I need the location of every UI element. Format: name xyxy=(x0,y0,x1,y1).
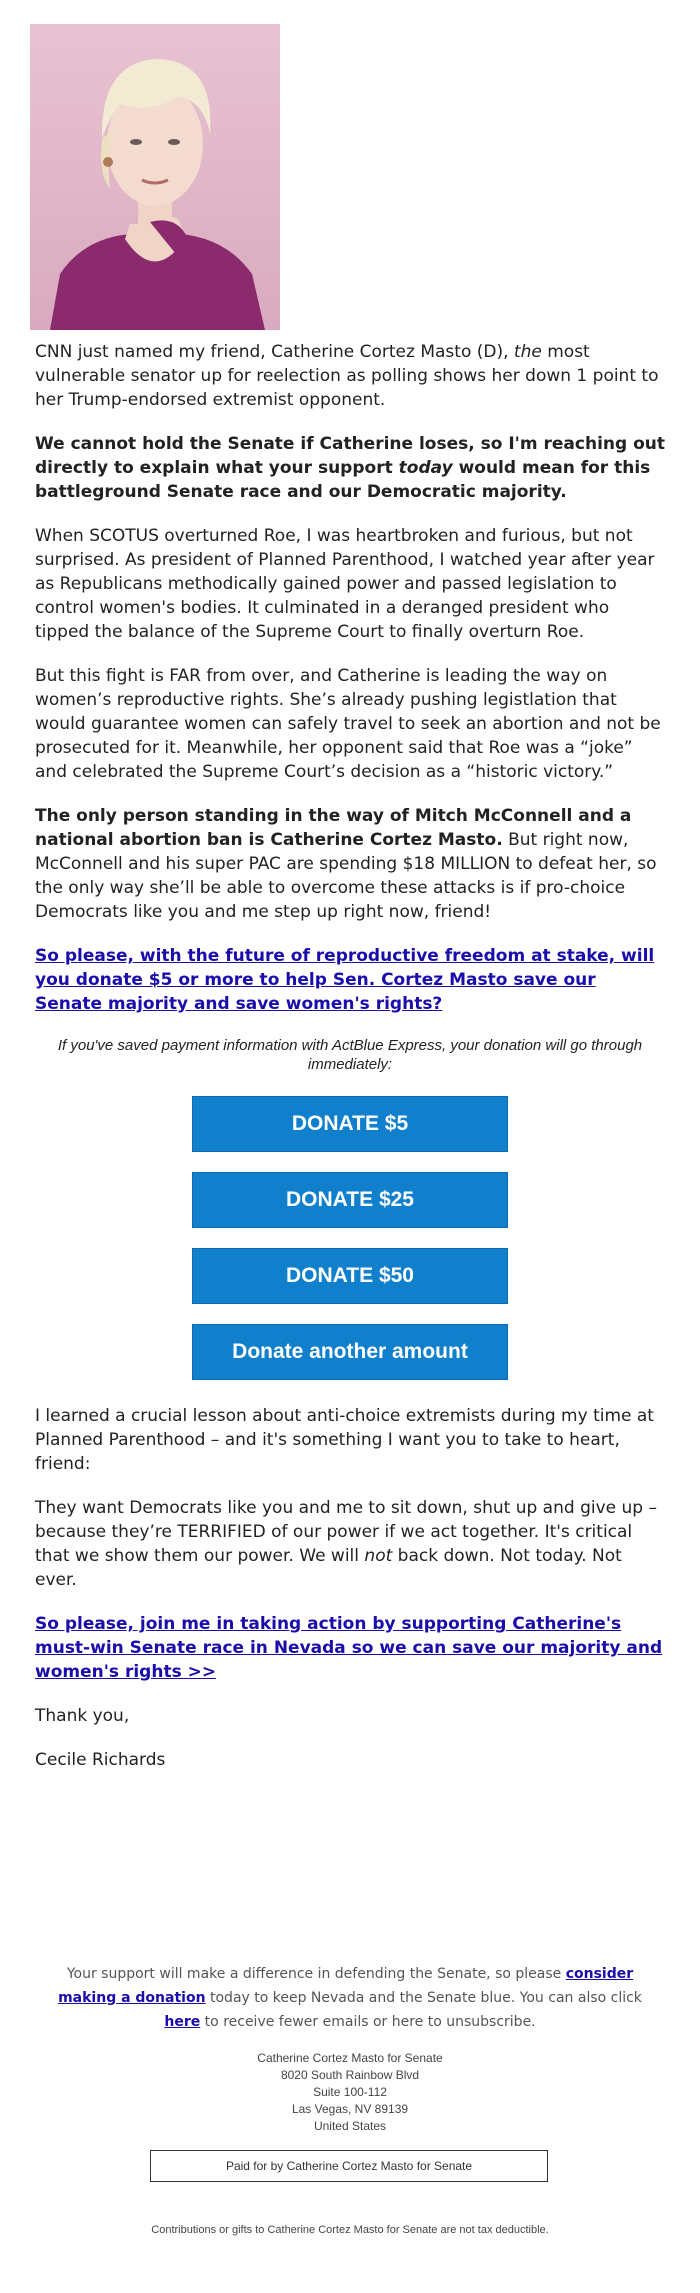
address-line: Catherine Cortez Masto for Senate xyxy=(257,2051,443,2065)
tax-disclaimer: Contributions or gifts to Catherine Cortez Masto for Senate are not tax deductible. xyxy=(151,2224,549,2236)
address-line: Las Vegas, NV 89139 xyxy=(291,2102,409,2116)
scotus-paragraph: When SCOTUS overturned Roe, I was heartbroken and furious, but not surprised. As president of Planned Parenthood, I watched year after year as Republicans methodically gained power and passed legislation to control women's bodies. It culminated in a deranged president who tipped the balance of the Supreme Court to finally overturn Roe. xyxy=(35,526,655,642)
mailing-address xyxy=(0,2050,700,2135)
consider-donation-link[interactable]: consider making a donation xyxy=(58,1966,634,2006)
senate-paragraph: We cannot hold the Senate if Catherine loses, so I'm reaching out directly to explain what your support today would mean for this battleground Senate race and our Democratic majority. xyxy=(35,434,665,502)
address-line: Suite 100-112 xyxy=(313,2085,387,2099)
intro-paragraph: CNN just named my friend, Catherine Cortez Masto (D), the most vulnerable senator up for reelection as polling shows her down 1 point to her Trump-endorsed extremist opponent. xyxy=(35,342,659,410)
email-body xyxy=(35,24,665,1792)
donate-25-button[interactable]: DONATE $25 xyxy=(192,1172,508,1228)
address-line: United States xyxy=(313,2119,387,2133)
donate-5-button[interactable]: DONATE $5 xyxy=(192,1096,508,1152)
signoff: Thank you, xyxy=(35,1706,130,1726)
fight-paragraph: But this fight is FAR from over, and Catherine is leading the way on women’s reproductive rights. She’s already pushing legistlation that would guarantee women can safely travel to seek an abortion and not be prosecuted for it. Meanwhile, her opponent said that Roe was a “joke” and celebrated the Supreme Court’s decision as a “historic victory.” xyxy=(35,666,661,782)
power-paragraph: They want Democrats like you and me to sit down, shut up and give up – because they’re TERRIFIED of our power if we act together. It's critical that we show them our power. We will not back down. Not today. Not ever. xyxy=(35,1498,657,1590)
donate-link-2[interactable]: So please, join me in taking action by supporting Catherine's must-win Senate race in Nevada so we can save our majority and women's rights >> xyxy=(35,1614,663,1682)
paid-for-box: Paid for by Catherine Cortez Masto for Senate xyxy=(150,2150,548,2182)
donate-other-amount-button[interactable]: Donate another amount xyxy=(192,1324,508,1380)
cta-paragraph-1 xyxy=(35,944,665,1016)
footer-support-text: Your support will make a difference in defending the Senate, so please consider making a donation today to keep Nevada and the Senate blue. You can also click here to receive fewer emails or here to unsubscribe. xyxy=(58,1966,642,2030)
address-line: 8020 South Rainbow Blvd xyxy=(280,2068,420,2082)
cta-paragraph-2 xyxy=(35,1612,665,1684)
donate-link-1[interactable]: So please, with the future of reproductive freedom at stake, will you donate $5 or more to help Sen. Cortez Masto save our Senate majority and save women's rights? xyxy=(35,946,655,1014)
signature: Cecile Richards xyxy=(35,1750,166,1770)
lesson-paragraph: I learned a crucial lesson about anti-choice extremists during my time at Planned Parenthood – and it's something I want you to take to heart, friend: xyxy=(35,1406,654,1474)
donate-buttons xyxy=(35,1096,665,1380)
donate-50-button[interactable]: DONATE $50 xyxy=(192,1248,508,1304)
portrait-photo xyxy=(30,24,280,330)
fewer-emails-link[interactable]: here xyxy=(164,2014,201,2030)
mcconnell-paragraph: The only person standing in the way of Mitch McConnell and a national abortion ban is Catherine Cortez Masto. But right now, McConnell and his super PAC are spending $18 MILLION to defeat her, so the only way she’ll be able to overcome these attacks is if pro-choice Democrats like you and me step up right now, friend! xyxy=(35,806,657,922)
actblue-note: If you've saved payment information with ActBlue Express, your donation will go through immediately: xyxy=(57,1037,643,1073)
